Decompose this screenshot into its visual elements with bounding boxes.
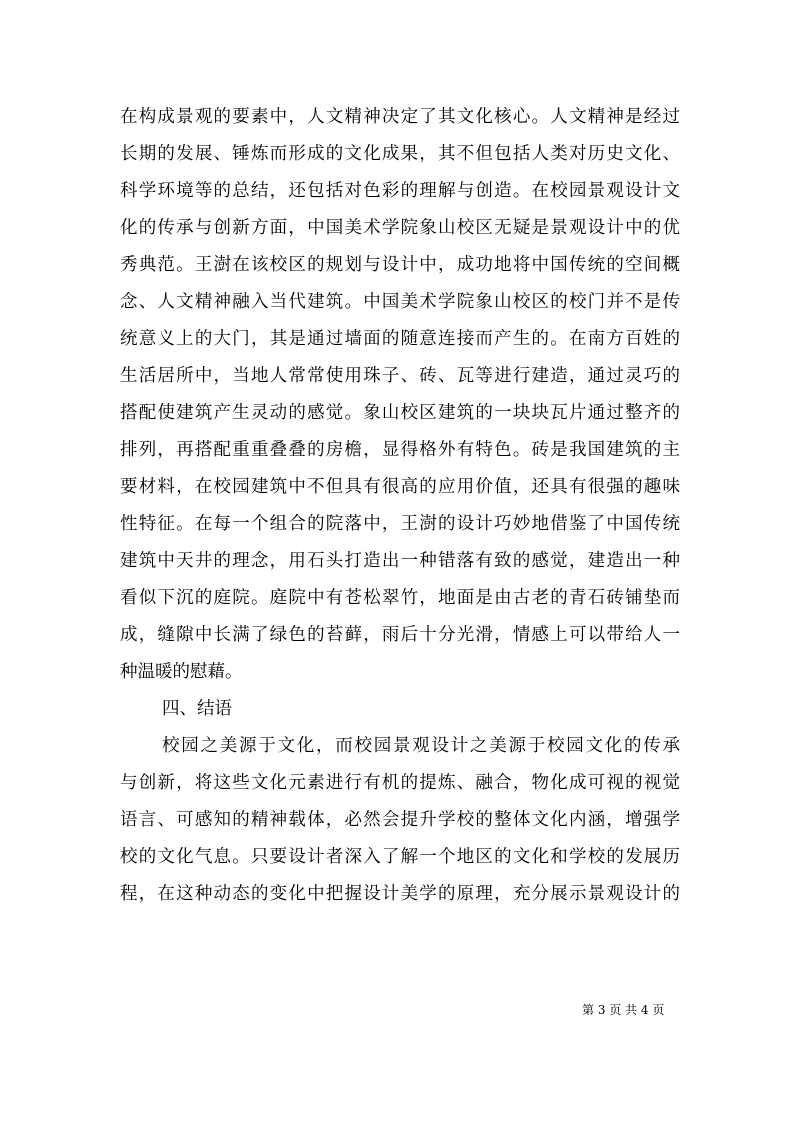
paragraph-line: 统意义上的大门，其是通过墙面的随意连接而产生的。在南方百姓的: [120, 329, 680, 349]
paragraph-line: 建筑中天井的理念，用石头打造出一种错落有致的感觉，建造出一种: [120, 551, 680, 571]
paragraph-line: 化的传承与创新方面，中国美术学院象山校区无疑是景观设计中的优: [120, 218, 680, 238]
paragraph-line: 看似下沉的庭院。庭院中有苍松翠竹，地面是由古老的青石砖铺垫而: [120, 588, 680, 608]
body-text: [120, 99, 680, 913]
conclusion-line: 程，在这种动态的变化中把握设计美学的原理，充分展示景观设计的: [120, 884, 680, 904]
conclusion-line: 与创新，将这些文化元素进行有机的提炼、融合，物化成可视的视觉: [120, 773, 680, 793]
paragraph-line: 搭配使建筑产生灵动的感觉。象山校区建筑的一块块瓦片通过整齐的: [120, 403, 680, 423]
conclusion-line: 语言、可感知的精神载体，必然会提升学校的整体文化内涵，增强学: [120, 810, 680, 830]
paragraph-line: 种温暖的慰藉。: [120, 662, 243, 682]
paragraph-line: 科学环境等的总结，还包括对色彩的理解与创造。在校园景观设计文: [120, 181, 680, 201]
paragraph-line: 成，缝隙中长满了绿色的苔藓，雨后十分光滑，情感上可以带给人一: [120, 625, 680, 645]
paragraph-line: 性特征。在每一个组合的院落中，王澍的设计巧妙地借鉴了中国传统: [120, 514, 680, 534]
conclusion-line: 校园之美源于文化，而校园景观设计之美源于校园文化的传承: [162, 736, 680, 756]
paragraph-line: 秀典范。王澍在该校区的规划与设计中，成功地将中国传统的空间概: [120, 255, 680, 275]
paragraph-line: 念、人文精神融入当代建筑。中国美术学院象山校区的校门并不是传: [120, 292, 680, 312]
paragraph-line: 生活居所中，当地人常常使用珠子、砖、瓦等进行建造，通过灵巧的: [120, 366, 680, 386]
section-heading: 四、结语: [162, 699, 232, 719]
paragraph-line: 在构成景观的要素中，人文精神决定了其文化核心。人文精神是经过: [120, 107, 680, 127]
page-number-footer: 第 3 页 共 4 页: [582, 1003, 665, 1017]
paragraph-line: 要材料，在校园建筑中不但具有很高的应用价值，还具有很强的趣味: [120, 477, 680, 497]
paragraph-line: 长期的发展、锤炼而形成的文化成果，其不但包括人类对历史文化、: [120, 144, 680, 164]
conclusion-line: 校的文化气息。只要设计者深入了解一个地区的文化和学校的发展历: [120, 847, 680, 867]
paragraph-line: 排列，再搭配重重叠叠的房檐，显得格外有特色。砖是我国建筑的主: [120, 440, 680, 460]
